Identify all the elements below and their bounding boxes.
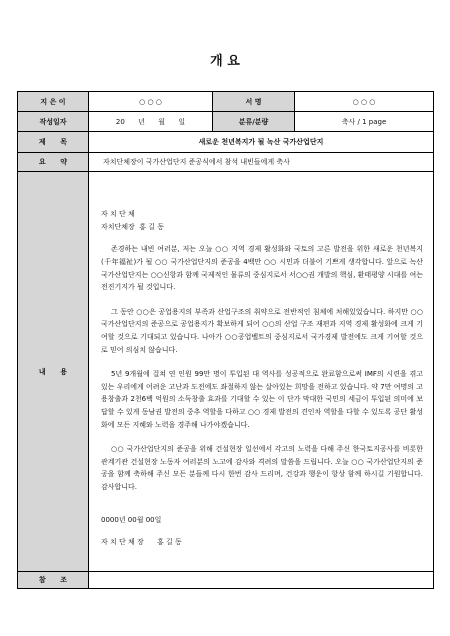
- category-value: 축사 / 1 page: [295, 112, 434, 132]
- summary-label: 요 약: [18, 153, 89, 172]
- signature-line: 자 치 단 체 장 홍 길 동: [101, 538, 182, 547]
- subject-label: 제 목: [18, 132, 89, 153]
- author-value: ○ ○ ○: [89, 92, 213, 112]
- reference-value: [89, 572, 434, 589]
- position-value: ○ ○ ○: [295, 92, 434, 112]
- content-body: [89, 172, 434, 572]
- paragraph-2: 그 동안 ○○은 공업용지의 부족과 산업구조의 취약으로 전반적인 침체에 처해있었습니다. 하지만 ○○ 국가산업단지의 준공으로 공업용지가 확보하게 되어 ○○의 산업 구조 재편과 지역 경제 활성화에 크게 기여할 것으로 기대되고 있습니다. 나아가 ○○공업벨트의 중심지로서 국가경제 발전에도 크게 기여할 것으로 믿어 의심치 않습니다.: [101, 307, 423, 354]
- author-label: 지 은 이: [18, 92, 89, 112]
- subject-value: 새로운 천년복지가 될 녹산 국가산업단지: [89, 132, 434, 153]
- summary-value: 자치단체장이 국가산업단지 준공식에서 참석 내빈들에게 축사: [89, 153, 434, 172]
- summary-row: [18, 153, 434, 172]
- paragraph-4: ○○ 국가산업단지의 준공을 위해 건설현장 일선에서 각고의 노력을 다해 주신 한국토지공사를 비롯한 관계기관 건설현장 노동자 여러분의 노고에 감사와 격려의 말씀을 드립니다. 오늘 ○○ 국가산업단지의 준공을 함께 축하해 주신 모든 분들께 다시 한번 감사 드리며, 건강과 행운이 항상 함께 하시길 기원합니다. 감사합니다.: [101, 445, 423, 491]
- addressee-line-1: 자 치 단 체: [101, 210, 135, 219]
- addressee-line-2: 자치단체장 홍 길 동: [101, 222, 164, 231]
- date-value: 20 년 월 일: [89, 112, 213, 132]
- document-title: 개 요: [210, 54, 240, 69]
- reference-row: [18, 572, 434, 589]
- content-row: [18, 172, 434, 572]
- date-line: 0000년 00월 00일: [101, 515, 162, 524]
- date-row: [18, 112, 434, 132]
- overview-form-table: [17, 91, 434, 589]
- author-row: [18, 92, 434, 112]
- content-label: 내 용: [18, 172, 89, 572]
- paragraph-1: 존경하는 내빈 여러분, 저는 오늘 ○○ 지역 경제 활성화와 국토의 고른 발전을 위한 새로운 천년복지(千年福祉)가 될 ○○ 국가산업단지의 준공을 4백만 ○○ 시민과 더불어 기쁘게 생각합니다. 앞으로 녹산 국가산업단지는 ○○신항과 함께 국제적인 물류의 중심지로서 서○○권 개발의 핵심, 환태평양 시대를 여는 전진기지가 될 것입니다.: [101, 245, 423, 292]
- date-label: 작성일자: [18, 112, 89, 132]
- category-label: 분류/분량: [213, 112, 295, 132]
- subject-row: [18, 132, 434, 153]
- paragraph-3: 5년 9개월에 걸쳐 연 인원 99만 명이 투입된 대 역사를 성공적으로 완료함으로써 IMF의 시련을 겪고 있는 우리에게 어려운 고난과 도전에도 좌절하지 않는 살아있는 희망을 전하고 있습니다. 약 7만 여명의 고용창출과 2천6백 억원의 소득창출 효과를 기대할 수 있는 이 단가 막대한 국민의 세금이 투입된 의미에 보답할 수 있게 동남권 발전의 중추 역할을 다하고 ○○ 경제 발전의 견인차 역할을 다할 수 있도록 공단 활성화에 모든 지혜와 노력을 경주해 나가야겠습니다.: [101, 370, 423, 429]
- position-label: 서 명: [213, 92, 295, 112]
- reference-label: 참 조: [18, 572, 89, 589]
